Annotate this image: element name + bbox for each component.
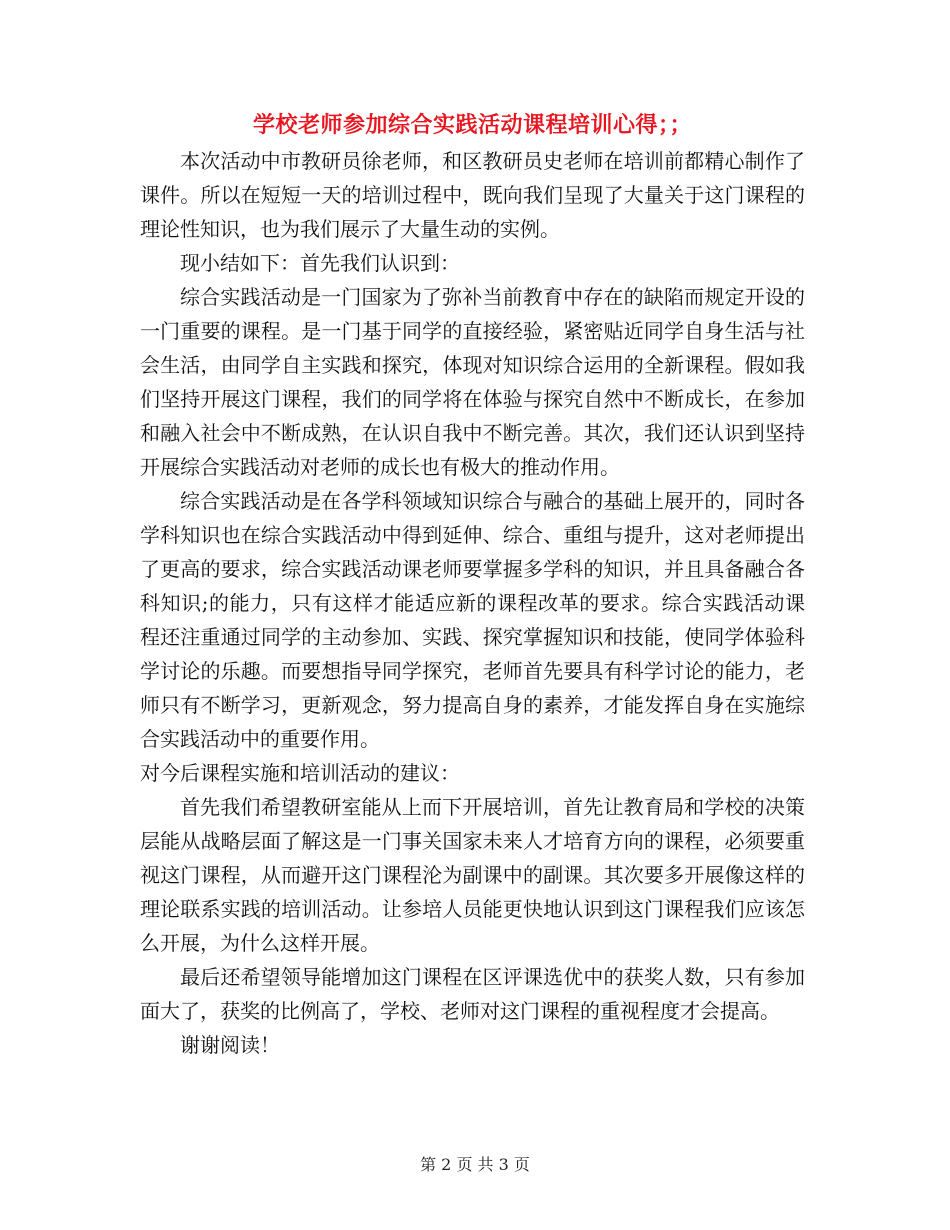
paragraph-suggestions-heading: 对今后课程实施和培训活动的建议：: [140, 761, 460, 785]
paragraph-closing: 谢谢阅读！: [180, 1033, 280, 1057]
paragraph-intro: 本次活动中市教研员徐老师，和区教研员史老师在培训前都精心制作了课件。所以在短短一天的培训过程中，既向我们呈现了大量关于这门课程的理论性知识，也为我们展示了大量生动的实例。: [140, 149, 805, 241]
document-title: 学校老师参加综合实践活动课程培训心得；；: [252, 112, 692, 138]
paragraph-suggestion-one: 首先我们希望教研室能从上而下开展培训，首先让教育局和学校的决策层能从战略层面了解这是一门事关国家未来人才培育方向的课程，必须要重视这门课程，从而避开这门课程沦为副课中的副课。其次要多开展像这样的理论联系实践的培训活动。让参培人员能更快地认识到这门课程我们应该怎么开展，为什么这样开展。: [140, 795, 805, 955]
paragraph-suggestion-two: 最后还希望领导能增加这门课程在区评课选优中的获奖人数，只有参加面大了，获奖的比例高了，学校、老师对这门课程的重视程度才会提高。: [140, 965, 805, 1023]
paragraph-first-insight: 综合实践活动是一门国家为了弥补当前教育中存在的缺陷而规定开设的一门重要的课程。是一门基于同学的直接经验，紧密贴近同学自身生活与社会生活，由同学自主实践和探究，体现对知识综合运用的全新课程。假如我们坚持开展这门课程，我们的同学将在体验与探究自然中不断成长，在参加和融入社会中不断成熟，在认识自我中不断完善。其次，我们还认识到坚持开展综合实践活动对老师的成长也有极大的推动作用。: [140, 285, 805, 479]
page-number-footer: 第 2 页 共 3 页: [420, 1155, 530, 1174]
document-body: [140, 144, 805, 1062]
paragraph-summary-lead: 现小结如下：首先我们认识到：: [180, 251, 460, 275]
paragraph-second-insight: 综合实践活动是在各学科领域知识综合与融合的基础上展开的，同时各学科知识也在综合实践活动中得到延伸、综合、重组与提升，这对老师提出了更高的要求，综合实践活动课老师要掌握多学科的知识，并且具备融合各科知识;的能力，只有这样才能适应新的课程改革的要求。综合实践活动课程还注重通过同学的主动参加、实践、探究掌握知识和技能，使同学体验科学讨论的乐趣。而要想指导同学探究，老师首先要具有科学讨论的能力，老师只有不断学习，更新观念，努力提高自身的素养，才能发挥自身在实施综合实践活动中的重要作用。: [140, 489, 805, 751]
